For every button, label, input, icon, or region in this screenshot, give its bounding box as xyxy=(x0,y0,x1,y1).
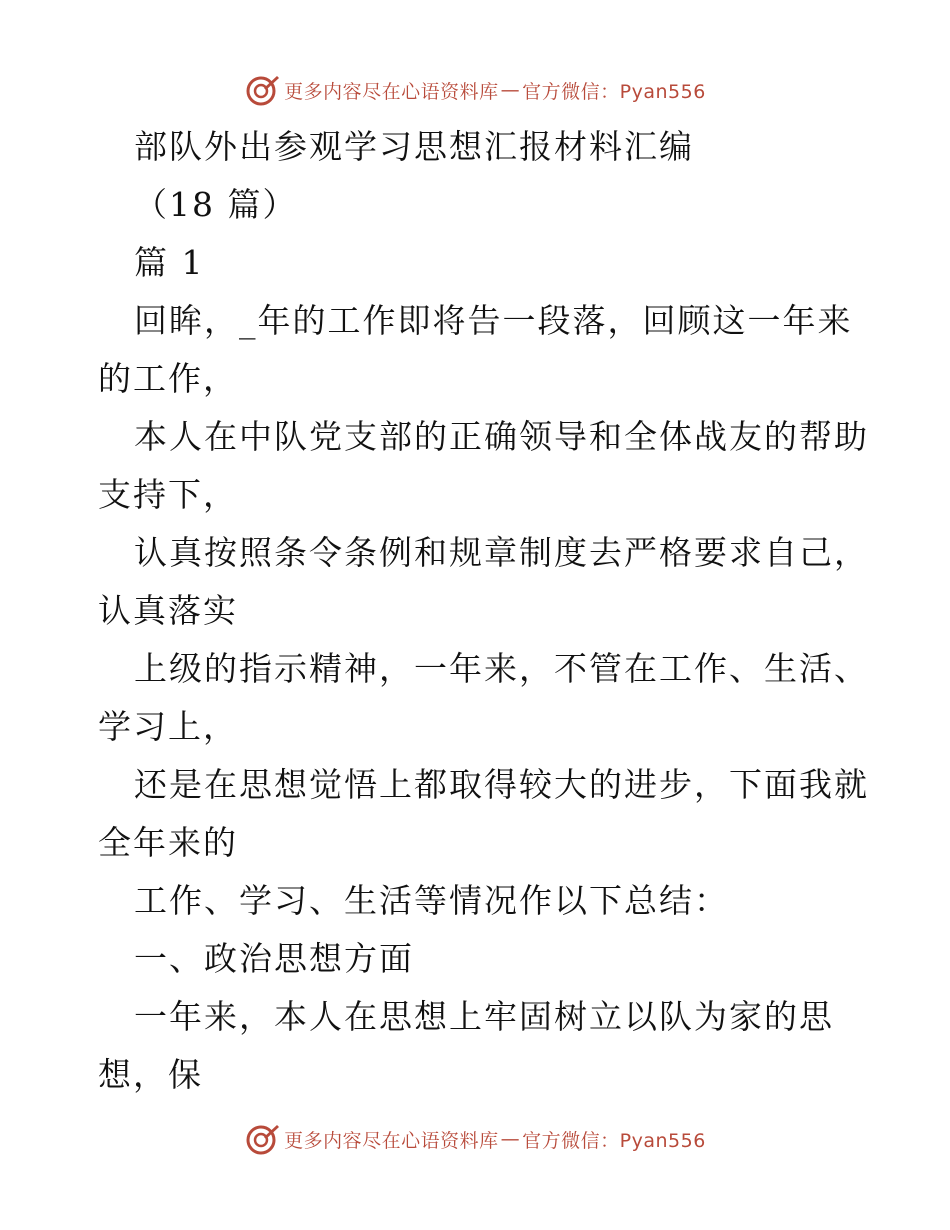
watermark-text: 更多内容尽在心语资料库 xyxy=(284,1129,499,1152)
paragraph xyxy=(98,872,858,930)
watermark-separator: — xyxy=(500,1128,521,1150)
paragraph-continuation: 想，保 xyxy=(98,1055,203,1094)
paragraph-continuation: 认真落实 xyxy=(98,591,238,630)
paragraph-line: 回眸，_年的工作即将告一段落，回顾这一年来 xyxy=(134,301,853,340)
paragraph-continuation: 的工作， xyxy=(98,359,238,398)
paragraph xyxy=(98,408,869,524)
paragraph-line: 一、政治思想方面 xyxy=(134,939,414,978)
document-body xyxy=(98,118,869,1104)
header-watermark xyxy=(0,70,950,110)
pen-logo-icon xyxy=(244,1122,280,1156)
footer-watermark xyxy=(0,1119,950,1159)
paragraph-line: 上级的指示精神，一年来，不管在工作、生活、 xyxy=(134,649,869,688)
watermark-contact: 官方微信：Pyan556 xyxy=(522,80,706,103)
watermark-contact: 官方微信：Pyan556 xyxy=(522,1129,706,1152)
paragraph-line: 一年来，本人在思想上牢固树立以队为家的思 xyxy=(134,997,834,1036)
paragraph-line: 本人在中队党支部的正确领导和全体战友的帮助 xyxy=(134,417,869,456)
watermark-text: 更多内容尽在心语资料库 xyxy=(284,80,499,103)
paragraph-continuation: 全年来的 xyxy=(98,823,238,862)
paragraph-line: 工作、学习、生活等情况作以下总结： xyxy=(134,881,729,920)
paragraph-line: 还是在思想觉悟上都取得较大的进步，下面我就 xyxy=(134,765,869,804)
section-label: 篇 1 xyxy=(134,243,205,282)
paragraph-continuation: 学习上， xyxy=(98,707,238,746)
paragraph xyxy=(98,640,869,756)
paragraph xyxy=(98,292,858,408)
paragraph-line: 认真按照条令条例和规章制度去严格要求自己， xyxy=(134,533,869,572)
paragraph xyxy=(98,756,869,872)
paragraph xyxy=(98,988,858,1104)
watermark-separator: — xyxy=(500,79,521,101)
document-subtitle: （18 篇） xyxy=(134,185,298,224)
document-title: 部队外出参观学习思想汇报材料汇编 xyxy=(134,127,694,166)
paragraph-continuation: 支持下， xyxy=(98,475,238,514)
pen-logo-icon xyxy=(244,73,280,107)
paragraph xyxy=(98,524,869,640)
section-heading xyxy=(98,930,858,988)
